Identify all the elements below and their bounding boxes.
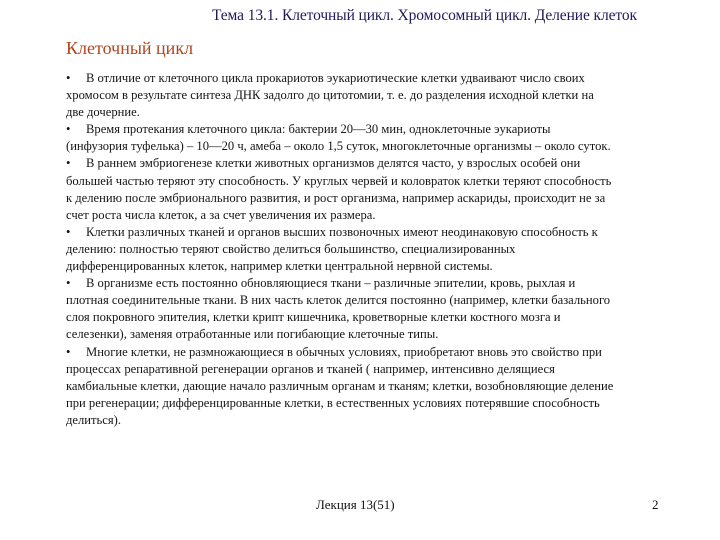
paragraph-line: дифференцированных клеток, например клетки центральной нервной системы.	[66, 259, 493, 274]
paragraph-line: Многие клетки, не размножающиеся в обычных условиях, приобретают вновь это свойство при	[86, 344, 602, 359]
paragraph-line: две дочерние.	[66, 105, 140, 120]
paragraph-line: плотная соединительные ткани. В них часть клеток делится постоянно (например, клетки базального	[66, 293, 611, 308]
paragraph-line: селезенки), заменяя отработанные или погибающие клеточные типы.	[66, 327, 439, 342]
paragraph-line: к делению после эмбрионального развития, и рост организма, например аскариды, происходит не за	[66, 190, 606, 205]
paragraph-line: делиться).	[66, 412, 121, 427]
bullet-icon: •	[66, 71, 71, 85]
bullet-paragraph	[66, 121, 686, 155]
paragraph-line: счет роста числа клеток, а за счет увеличения их размера.	[66, 207, 376, 222]
bullet-icon: •	[66, 122, 71, 137]
paragraph-line: слоя покровного эпителия, клетки крипт кишечника, кроветворные клетки костного мозга и	[66, 310, 561, 325]
bullet-icon: •	[66, 276, 71, 291]
paragraph-line: большей частью теряют эту способность. У круглых червей и коловраток клетки теряют способность	[66, 173, 612, 188]
bullet-icon: •	[66, 156, 71, 171]
bullet-paragraph	[66, 275, 686, 343]
paragraph-line: Время протекания клеточного цикла: бактерии 20—30 мин, одноклеточные эукариоты	[86, 122, 551, 137]
paragraph-line: В отличие от клеточного цикла прокариотов эукариотические клетки удваивают число своих	[86, 71, 585, 85]
section-heading: Клеточный цикл	[66, 38, 194, 58]
bullet-icon: •	[66, 344, 71, 359]
bullet-paragraph	[66, 224, 686, 275]
paragraph-line: делению: полностью теряют свойство делиться большинство, специализированных	[66, 241, 516, 256]
paragraph-line: хромосом в результате синтеза ДНК задолго до цитотомии, т. е. до разделения исходной клетки на	[66, 88, 594, 103]
paragraph-line: при регенерации; дифференцированные клетки, в естественных условиях потерявшие способность	[66, 395, 600, 410]
bullet-paragraph	[66, 70, 686, 121]
page-number: 2	[652, 497, 659, 512]
bullet-paragraph	[66, 344, 686, 429]
paragraph-line: В организме есть постоянно обновляющиеся ткани – различные эпителии, кровь, рыхлая и	[86, 276, 576, 291]
paragraph-line: камбиальные клетки, дающие начало различным органам и тканям; клетки, возобновляющие деление	[66, 378, 614, 393]
bullet-icon: •	[66, 224, 71, 239]
paragraph-line: процессах репаративной регенерации органов и тканей ( например, интенсивно делящиеся	[66, 361, 555, 376]
paragraph-line: (инфузория туфелька) – 10—20 ч, амеба – около 1,5 суток, многоклеточные организмы – около суток.	[66, 139, 611, 154]
slide-title: Тема 13.1. Клеточный цикл. Хромосомный цикл. Деление клеток	[212, 7, 637, 24]
bullet-paragraph	[66, 155, 686, 223]
footer-lecture-label: Лекция 13(51)	[316, 497, 395, 512]
paragraph-line: Клетки различных тканей и органов высших позвоночных имеют неодинаковую способность к	[86, 224, 598, 239]
slide-body	[66, 70, 686, 429]
paragraph-line: В раннем эмбриогенезе клетки животных организмов делятся часто, у взрослых особей они	[86, 156, 581, 171]
